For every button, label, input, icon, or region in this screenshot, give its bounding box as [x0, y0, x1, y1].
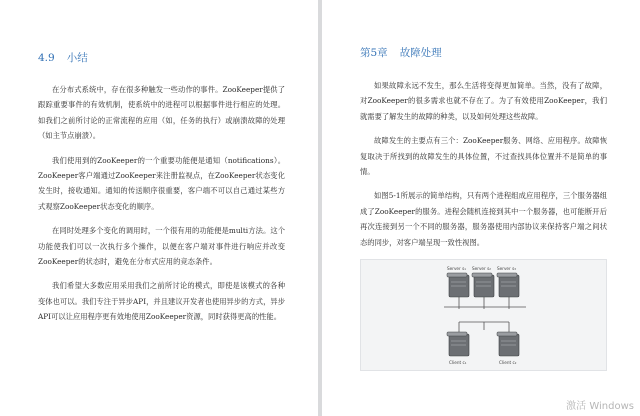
section-title: 小结 — [66, 52, 88, 64]
right-page — [322, 0, 640, 416]
server-label: Server s₁ — [447, 266, 466, 271]
client-icon — [447, 332, 469, 356]
server-icon — [497, 273, 519, 297]
paragraph: 故障发生的主要点有三个：ZooKeeper服务、网络、应用程序。故障恢复取决于所找到的故障发生的具体位置，不过查找具体位置并不是简单的事情。 — [360, 136, 607, 177]
paragraph: 我们使用到的ZooKeeper的一个重要功能便是通知（notifications）。ZooKeeper客户端通过ZooKeeper来注册监视点，在ZooKeeper状态变化发生时，接收通知。通知的传送顺序很重要，客户端不可以自己通过某些方式观察ZooKeeper状态变化的顺序。 — [38, 155, 285, 211]
paragraph: 我们希望大多数应用采用我们之前所讨论的模式，即使是该模式的各种变体也可以。我们专注于异步API，并且建议开发者也使用异步的方式，异步API可以让应用程序更有效地使用ZooKeeper资源，同时获得更高的性能。 — [38, 281, 285, 322]
right-body — [360, 78, 607, 259]
server-icon — [472, 273, 494, 297]
section-number: 4.9 — [38, 52, 55, 64]
paragraph: 如果故障永远不发生，那么生活将变得更加简单。当然，没有了故障，对ZooKeeper的很多需求也就不存在了。为了有效使用ZooKeeper，我们就需要了解发生的故障的种类，以及如何处理这些故障。 — [360, 81, 607, 121]
activation-watermark: 激活 Windows — [566, 401, 634, 412]
left-body — [38, 82, 285, 334]
paragraph: 如图5-1所展示的简单结构，只有两个进程组成应用程序，三个服务器组成了ZooKeeper的服务。进程会随机连接到其中一个服务器，也可能断开后再次连接到另一个不同的服务器，服务器使用内部协议来保持客户端之间状态的同步，对客户端呈现一致性视图。 — [360, 191, 607, 247]
section-heading — [38, 51, 100, 65]
chapter-title: 故障处理 — [399, 47, 442, 59]
client-label: Client c₁ — [449, 360, 467, 365]
chapter-heading — [360, 46, 454, 60]
chapter-number: 第5章 — [360, 47, 388, 59]
server-label: Server s₂ — [472, 266, 491, 271]
server-client-diagram — [361, 260, 608, 372]
paragraph: 在同时处理多个变化的调用时，一个很有用的功能便是multi方法。这个功能使我们可以一次执行多个操作，以便在客户端对事件进行响应并改变ZooKeeper的状态时，避免在分布式应用的竞态条件。 — [38, 226, 285, 267]
server-icon — [447, 273, 469, 297]
client-icon — [497, 332, 519, 356]
connection-lines — [444, 295, 526, 336]
paragraph: 在分布式系统中，存在很多种触发一些动作的事件。ZooKeeper提供了跟踪重要事件的有效机制，使系统中的进程可以根据事件进行相应的处理。如我们之前所讨论的正常流程的应用（如，任务的执行）或崩溃故障的处理（如主节点崩溃）。 — [38, 85, 285, 141]
client-label: Client c₂ — [499, 360, 517, 365]
left-page — [0, 0, 318, 416]
architecture-figure — [360, 259, 607, 371]
server-label: Server s₃ — [497, 266, 516, 271]
